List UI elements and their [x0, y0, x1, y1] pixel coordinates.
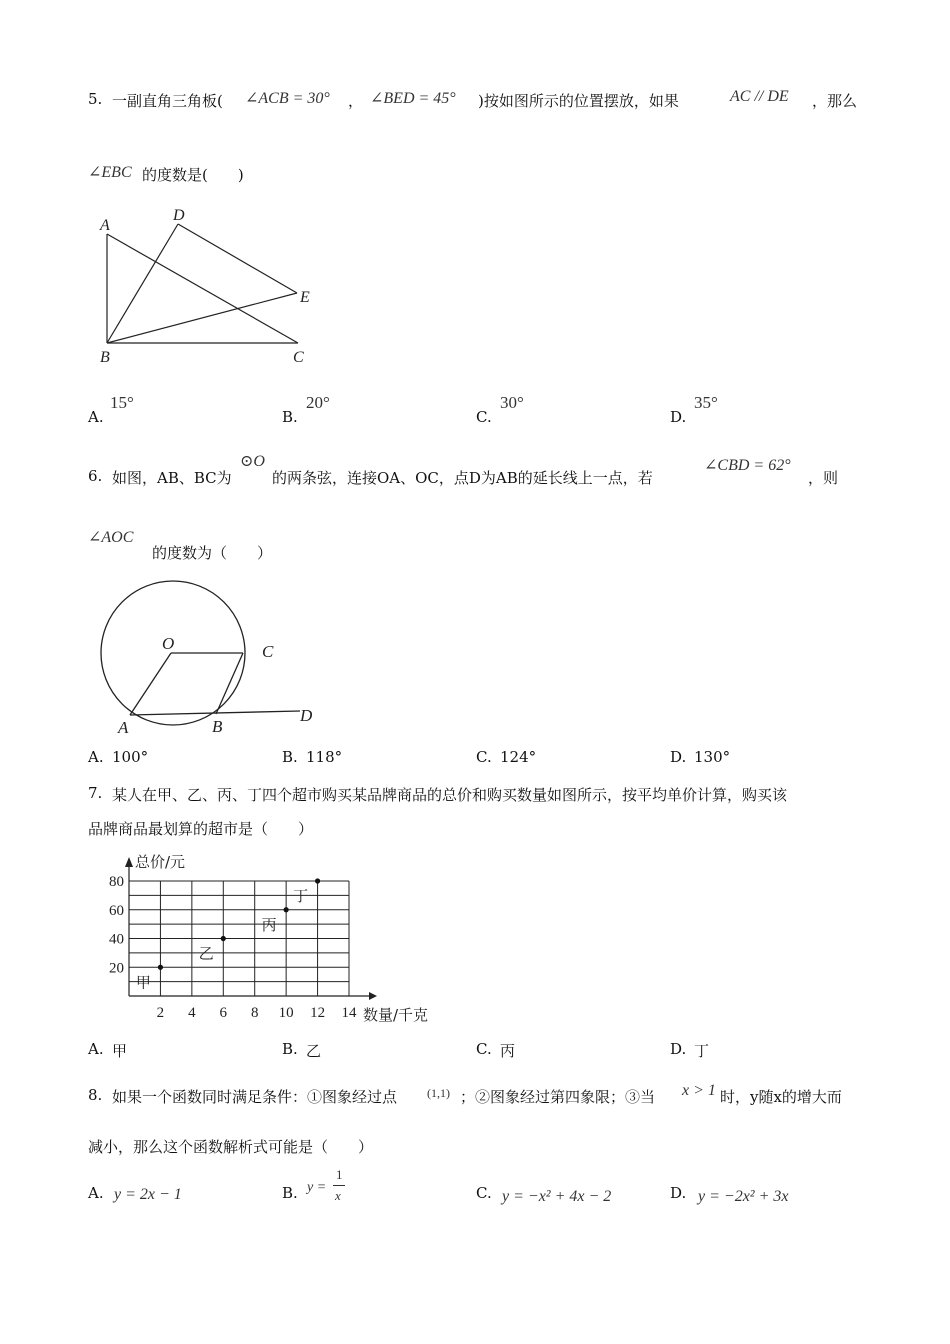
q8-stem-b: ；②图象经过第四象限；③当	[460, 1088, 656, 1106]
q8-option-b-label[interactable]: B.	[282, 1184, 298, 1202]
q5-option-c-value: 30°	[500, 393, 524, 412]
chart-grid	[129, 881, 349, 996]
data-point-label: 甲	[135, 973, 151, 992]
q6-option-d-label[interactable]: D.	[670, 748, 687, 766]
q5-option-d-value: 35°	[694, 393, 718, 412]
q8-number: 8.	[88, 1086, 103, 1104]
data-point-label: 丙	[261, 915, 277, 934]
q5-option-b-value: 20°	[306, 393, 330, 412]
label-b: B	[212, 717, 223, 736]
label-d: D	[300, 706, 313, 725]
q8-option-c-label[interactable]: C.	[476, 1184, 492, 1202]
x-tick-label: 10	[278, 1005, 294, 1021]
q6-stem-d: 的度数为（ ）	[152, 544, 273, 562]
chart-ticks	[109, 874, 357, 1021]
q6-number: 6.	[88, 467, 103, 485]
q5-option-a-label[interactable]: A.	[88, 408, 104, 426]
segment-de	[178, 224, 297, 293]
q6-option-b-label[interactable]: B.	[282, 748, 298, 766]
q6-stem-b: 的两条弦，连接OA、OC，点D为AB的延长线上一点，若	[272, 469, 653, 487]
q8-option-b-denominator: x	[335, 1188, 341, 1203]
q8-option-c-value: y = −x² + 4x − 2	[502, 1188, 612, 1205]
label-a: A	[118, 718, 129, 737]
q8-option-d-value: y = −2x² + 3x	[698, 1188, 789, 1205]
q6-option-a-label[interactable]: A.	[88, 748, 104, 766]
q6-circle: ⊙O	[240, 453, 265, 470]
q8-stem-line2: 减小，那么这个函数解析式可能是（ ）	[88, 1138, 374, 1156]
q7-stem-line2: 品牌商品最划算的超市是（ ）	[88, 820, 314, 838]
q8-point: (1,1)	[427, 1086, 450, 1100]
q8-option-b-numerator: 1	[336, 1167, 343, 1182]
y-tick-label: 40	[109, 931, 124, 948]
q8-option-d-label[interactable]: D.	[670, 1184, 687, 1202]
y-tick-label: 80	[109, 874, 124, 890]
q7-option-d-value: 丁	[694, 1042, 710, 1060]
chart-axes	[125, 857, 377, 1000]
q8-option-b-fraction-bar	[333, 1185, 345, 1186]
chart-x-label: 数量/千克	[363, 1006, 429, 1024]
x-tick-label: 14	[341, 1005, 357, 1021]
segment-bd	[107, 224, 178, 343]
label-a: A	[100, 217, 110, 234]
q5-stem-c: ，那么	[812, 92, 858, 110]
label-e: E	[300, 289, 310, 306]
q6-option-b-value: 118°	[306, 748, 343, 766]
x-axis-arrow	[369, 992, 377, 1000]
q6-angle-cbd: ∠CBD = 62°	[704, 457, 791, 474]
q6-angle-aoc: ∠AOC	[88, 529, 134, 546]
data-point-label: 乙	[198, 944, 214, 963]
x-tick-label: 4	[188, 1005, 196, 1021]
q5-stem-b: )按如图所示的位置摆放，如果	[478, 92, 679, 110]
q6-circle-figure	[95, 575, 335, 740]
label-d: D	[173, 207, 185, 224]
q6-stem-c: ，则	[808, 469, 839, 487]
x-tick-label: 8	[250, 1005, 259, 1021]
q7-option-c-label[interactable]: C.	[476, 1040, 492, 1058]
q8-option-b-lhs: y =	[307, 1180, 327, 1195]
segment-bc	[216, 653, 243, 714]
segment-oa	[130, 653, 171, 715]
x-tick-label: 12	[310, 1005, 326, 1021]
q8-option-a-label[interactable]: A.	[88, 1184, 104, 1202]
label-o: O	[162, 634, 175, 653]
q8-stem-c: 时，y随x的增大而	[720, 1088, 842, 1106]
q7-option-a-value: 甲	[112, 1042, 128, 1060]
chart-y-label: 总价/元	[135, 853, 186, 871]
q8-stem-a: 如果一个函数同时满足条件：①图象经过点	[112, 1088, 398, 1106]
q8-condition: x > 1	[682, 1082, 716, 1099]
y-tick-label: 20	[109, 960, 124, 977]
q6-option-a-value: 100°	[112, 748, 149, 766]
q8-option-a-value: y = 2x − 1	[114, 1186, 182, 1203]
x-tick-label: 2	[156, 1005, 165, 1021]
q7-option-b-label[interactable]: B.	[282, 1040, 298, 1058]
q5-parallel: AC // DE	[730, 88, 789, 105]
q5-sep: ，	[348, 92, 364, 110]
q5-option-d-label[interactable]: D.	[670, 408, 687, 426]
segment-ac	[107, 234, 298, 343]
data-point	[284, 907, 289, 912]
q6-option-d-value: 130°	[694, 748, 731, 766]
q5-angle-ebc: ∠EBC	[88, 164, 132, 181]
y-axis-arrow	[125, 857, 133, 867]
q5-option-a-value: 15°	[110, 393, 134, 412]
data-point	[221, 936, 226, 941]
label-b: B	[100, 349, 110, 366]
x-tick-label: 6	[219, 1005, 228, 1021]
q7-option-d-label[interactable]: D.	[670, 1040, 687, 1058]
q7-option-a-label[interactable]: A.	[88, 1040, 104, 1058]
q6-option-c-value: 124°	[500, 748, 537, 766]
label-c: C	[293, 349, 304, 366]
q7-option-c-value: 丙	[500, 1042, 516, 1060]
y-tick-label: 60	[109, 902, 124, 919]
data-point	[158, 965, 163, 970]
q5-angle-acb: ∠ACB = 30°	[245, 90, 330, 107]
q7-stem-line1: 某人在甲、乙、丙、丁四个超市购买某品牌商品的总价和购买数量如图所示，按平均单价计算，购买该	[112, 786, 788, 804]
q5-option-b-label[interactable]: B.	[282, 408, 298, 426]
data-point-label: 丁	[293, 887, 309, 905]
q7-number: 7.	[88, 784, 103, 802]
q5-triangle-figure	[90, 200, 330, 375]
q6-stem-a: 如图，AB、BC为	[112, 469, 232, 487]
q5-stem-a: 一副直角三角板(	[112, 92, 223, 110]
q5-angle-bed: ∠BED = 45°	[370, 90, 456, 107]
q5-number: 5.	[88, 90, 103, 108]
q5-stem-d: 的度数是( )	[142, 166, 244, 184]
label-c: C	[262, 642, 274, 661]
q5-option-c-label[interactable]: C.	[476, 408, 492, 426]
q6-option-c-label[interactable]: C.	[476, 748, 492, 766]
segment-be	[107, 293, 297, 343]
q7-option-b-value: 乙	[306, 1042, 322, 1060]
q7-price-chart	[88, 845, 458, 1025]
data-point	[315, 878, 320, 883]
